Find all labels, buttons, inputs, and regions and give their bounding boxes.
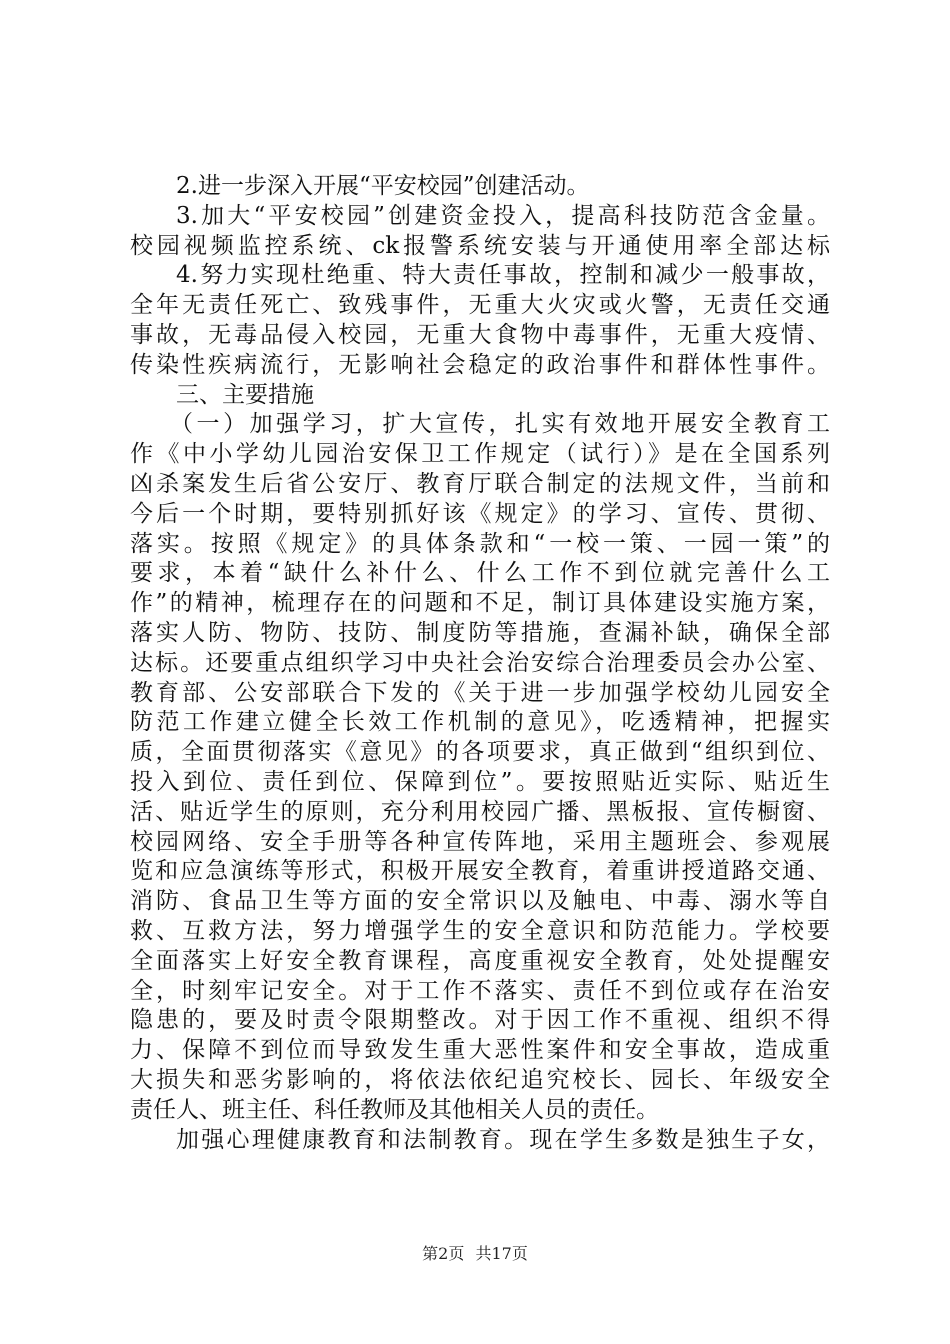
page-number: 第2页 bbox=[422, 1244, 465, 1263]
paragraph-line: 落实。按照《规定》的具体条款和“一校一策、一园一策”的 bbox=[130, 530, 830, 557]
paragraph-line: 2.进一步深入开展“平安校园”创建活动。 bbox=[176, 173, 590, 199]
paragraph-line: 全面落实上好安全教育课程，高度重视安全教育，处处提醒安 bbox=[130, 947, 830, 974]
paragraph-line: 落实人防、物防、技防、制度防等措施，查漏补缺，确保全部 bbox=[130, 619, 830, 646]
paragraph-line: 全，时刻牢记安全。对于工作不落实、责任不到位或存在治安 bbox=[130, 977, 830, 1004]
paragraph-line: 事故，无毒品侵入校园，无重大食物中毒事件，无重大疫情、 bbox=[130, 321, 830, 348]
paragraph-line: 全年无责任死亡、致残事件，无重大火灾或火警，无责任交通 bbox=[130, 292, 830, 319]
paragraph-line: 加强心理健康教育和法制教育。现在学生多数是独生子女， bbox=[176, 1126, 830, 1153]
paragraph-line: 作”的精神，梳理存在的问题和不足，制订具体建设实施方案， bbox=[130, 590, 830, 617]
paragraph-line: 教育部、公安部联合下发的《关于进一步加强学校幼儿园安全 bbox=[130, 679, 830, 706]
page-total: 共17页 bbox=[475, 1244, 528, 1263]
paragraph-line: 校园视频监控系统、ck报警系统安装与开通使用率全部达标 bbox=[130, 232, 830, 259]
paragraph-line: 达标。还要重点组织学习中央社会治安综合治理委员会办公室、 bbox=[130, 649, 830, 676]
page-footer bbox=[0, 1241, 950, 1264]
paragraph-line: 大损失和恶劣影响的，将依法依纪追究校长、园长、年级安全 bbox=[130, 1066, 830, 1093]
paragraph-line: 力、保障不到位而导致发生重大恶性案件和安全事故，造成重 bbox=[130, 1037, 830, 1064]
paragraph-line: 今后一个时期，要特别抓好该《规定》的学习、宣传、贯彻、 bbox=[130, 500, 830, 527]
paragraph-line: 质，全面贯彻落实《意见》的各项要求，真正做到“组织到位、 bbox=[130, 739, 830, 766]
document-body bbox=[130, 172, 830, 1155]
paragraph-line: 隐患的，要及时责令限期整改。对于因工作不重视、组织不得 bbox=[130, 1007, 830, 1034]
paragraph-line: 责任人、班主任、科任教师及其他相关人员的责任。 bbox=[130, 1096, 659, 1123]
paragraph-line: 活、贴近学生的原则，充分利用校园广播、黑板报、宣传橱窗、 bbox=[130, 798, 830, 825]
paragraph-line: 凶杀案发生后省公安厅、教育厅联合制定的法规文件，当前和 bbox=[130, 470, 830, 497]
paragraph-line: 校园网络、安全手册等各种宣传阵地，采用主题班会、参观展 bbox=[130, 828, 830, 855]
section-heading: 三、主要措施 bbox=[176, 381, 314, 408]
paragraph-line: 4.努力实现杜绝重、特大责任事故，控制和减少一般事故， bbox=[176, 262, 830, 289]
paragraph-line: （一）加强学习，扩大宣传，扎实有效地开展安全教育工 bbox=[170, 411, 830, 438]
paragraph-line: 览和应急演练等形式，积极开展安全教育，着重讲授道路交通、 bbox=[130, 858, 830, 885]
paragraph-line: 传染性疾病流行，无影响社会稳定的政治事件和群体性事件。 bbox=[130, 351, 830, 378]
paragraph-line: 防范工作建立健全长效工作机制的意见》，吃透精神，把握实 bbox=[130, 709, 830, 736]
paragraph-line: 投入到位、责任到位、保障到位”。要按照贴近实际、贴近生 bbox=[130, 768, 830, 795]
paragraph-line: 救、互救方法，努力增强学生的安全意识和防范能力。学校要 bbox=[130, 917, 830, 944]
paragraph-line: 作《中小学幼儿园治安保卫工作规定（试行）》是在全国系列 bbox=[130, 441, 830, 468]
paragraph-line: 消防、食品卫生等方面的安全常识以及触电、中毒、溺水等自 bbox=[130, 888, 830, 915]
paragraph-line: 3.加大“平安校园”创建资金投入，提高科技防范含金量。 bbox=[176, 202, 830, 229]
paragraph-line: 要求，本着“缺什么补什么、什么工作不到位就完善什么工 bbox=[130, 560, 830, 587]
